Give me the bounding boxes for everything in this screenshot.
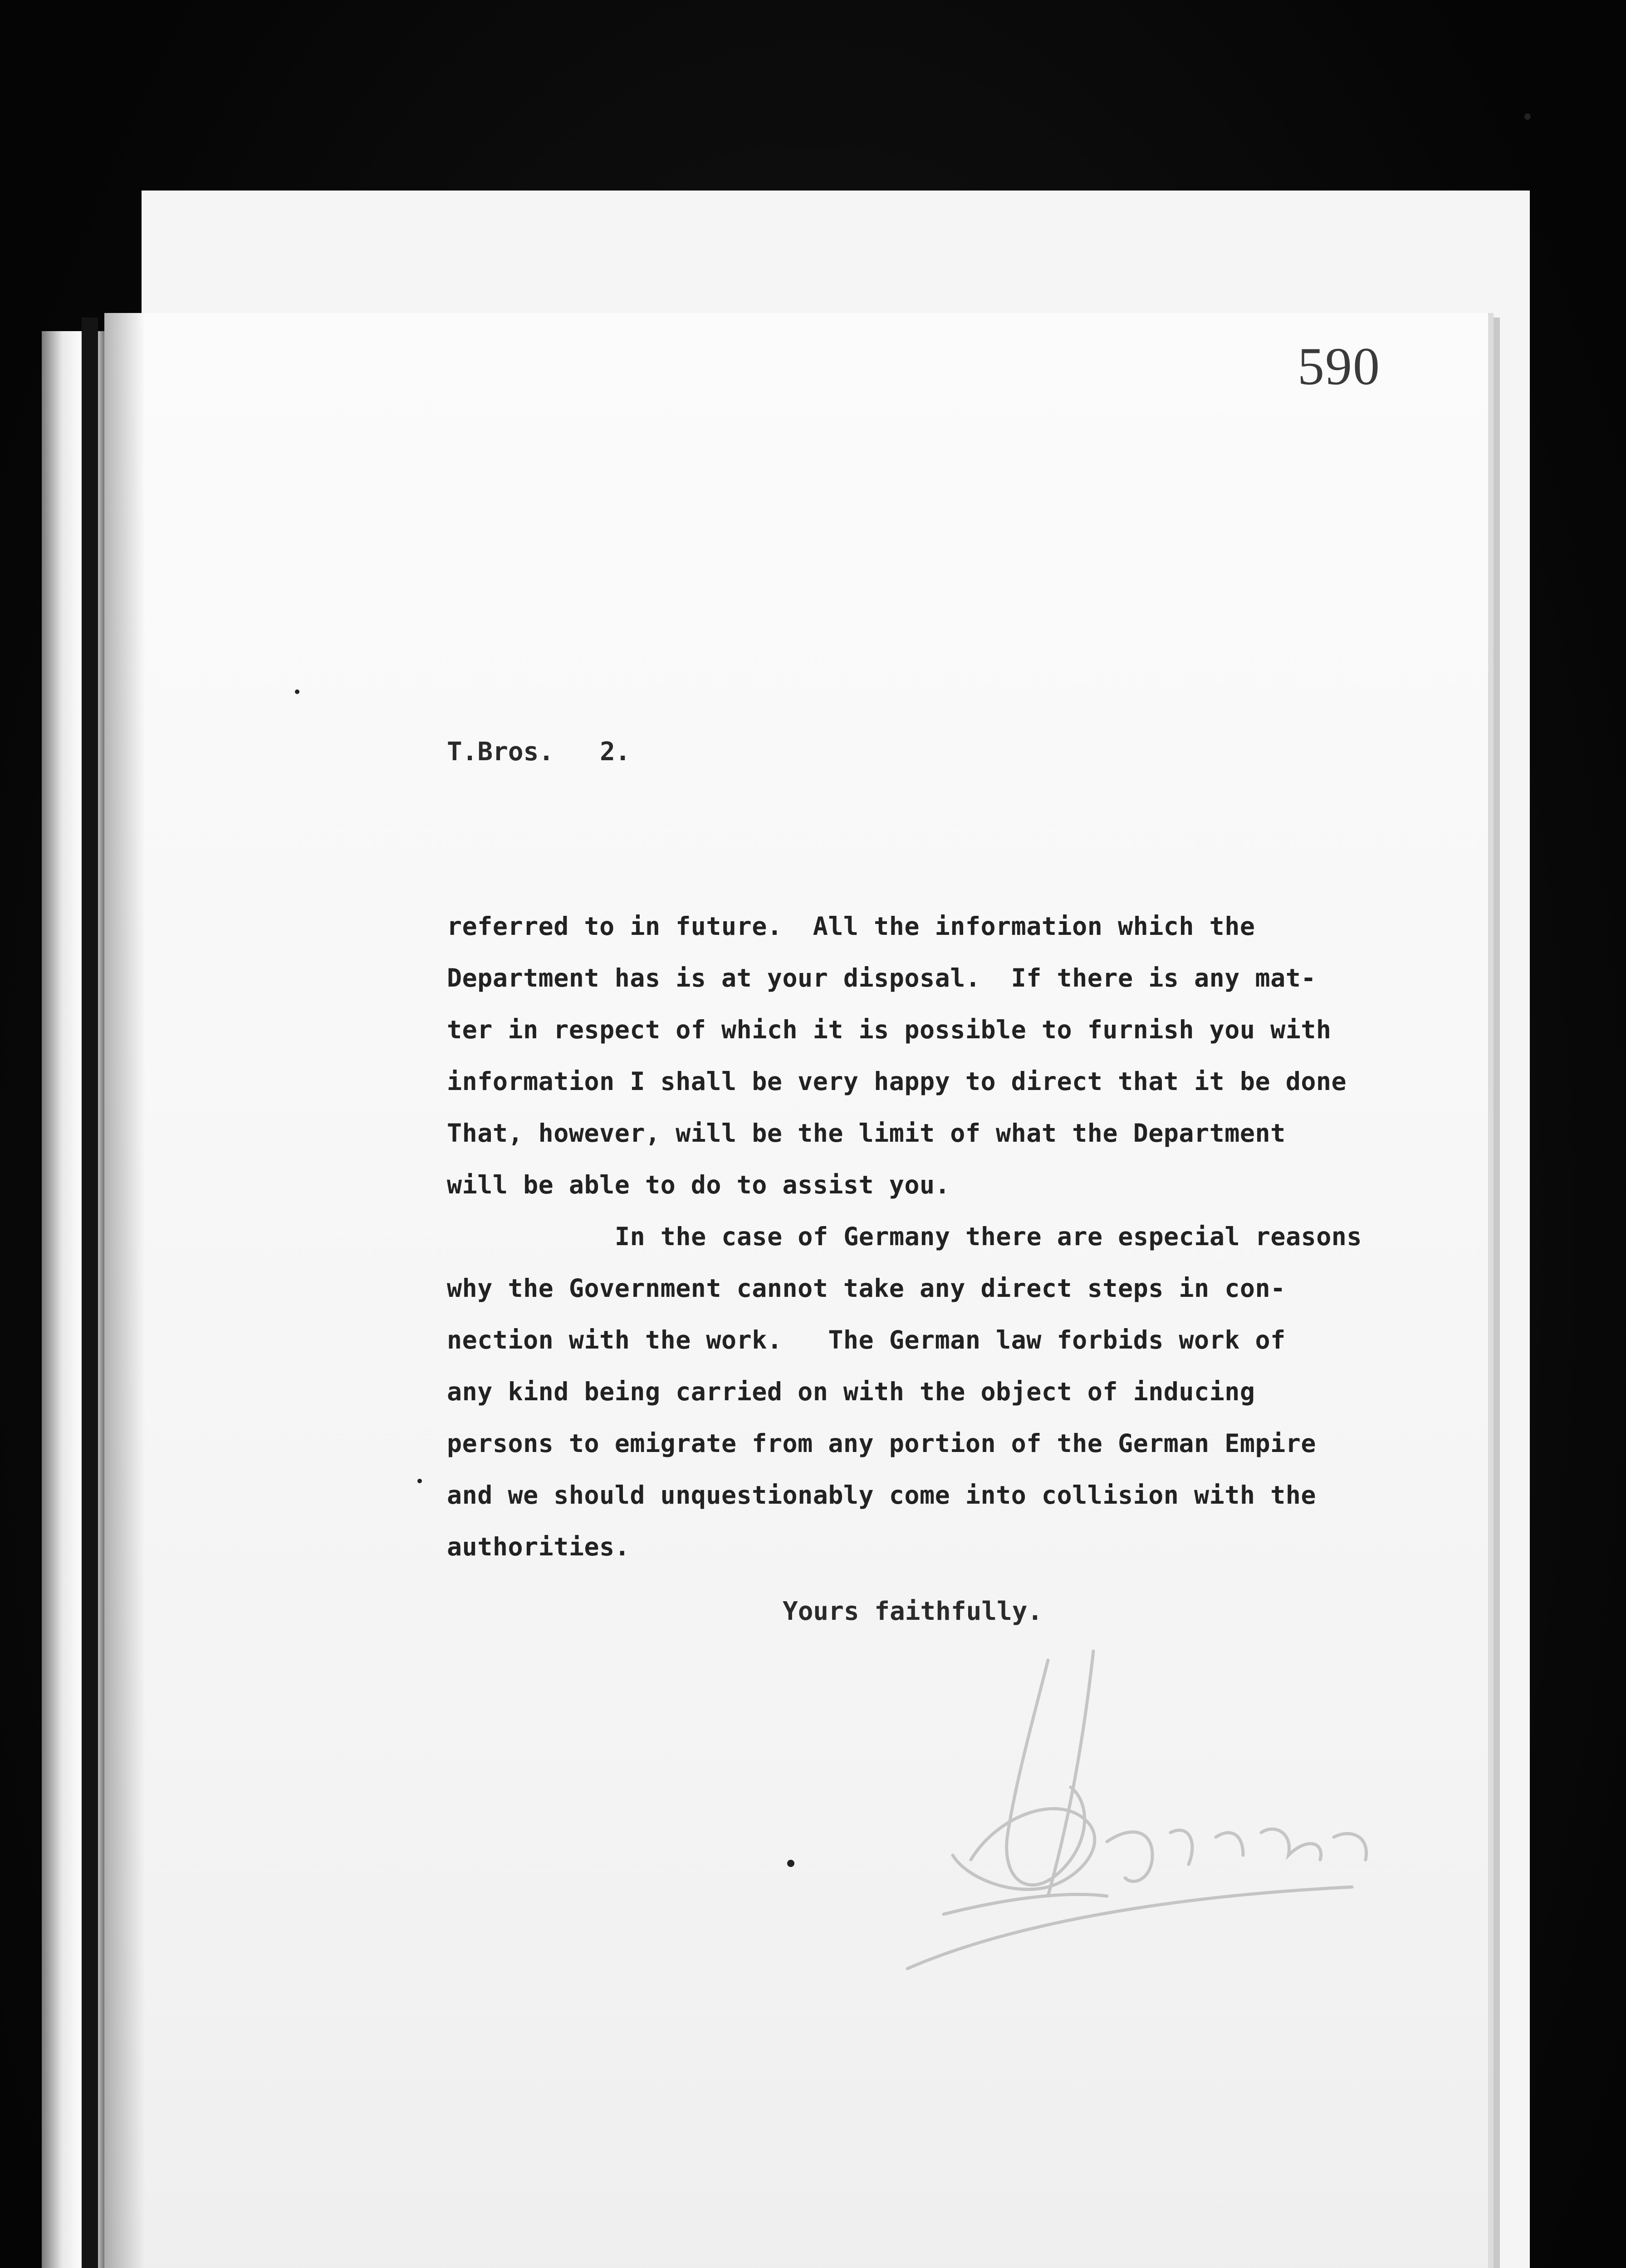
text-line: referred to in future. All the information which the xyxy=(447,912,1255,941)
text-line: and we should unquestionably come into collision with the xyxy=(447,1481,1316,1510)
film-speck xyxy=(417,1479,422,1483)
page-number: 590 xyxy=(1298,337,1381,396)
paragraph-1 xyxy=(447,900,1445,1211)
closing-salutation: Yours faithfully. xyxy=(783,1597,1043,1626)
text-line: persons to emigrate from any portion of the German Empire xyxy=(447,1429,1316,1458)
binding-spine-edge xyxy=(82,318,98,2268)
text-line: information I shall be very happy to direct that it be done xyxy=(447,1067,1347,1096)
page-shadow xyxy=(104,313,145,2268)
film-speck xyxy=(1524,113,1531,120)
film-speck xyxy=(295,689,299,694)
text-line: In the case of Germany there are especial reasons xyxy=(615,1222,1362,1251)
text-line: Department has is at your disposal. If there is any mat- xyxy=(447,963,1316,992)
text-line: will be able to do to assist you. xyxy=(447,1170,950,1199)
text-line: That, however, will be the limit of what the Department xyxy=(447,1119,1286,1148)
text-line: why the Government cannot take any direct steps in con- xyxy=(447,1274,1286,1303)
binding-spine xyxy=(42,331,110,2268)
text-line: nection with the work. The German law forbids work of xyxy=(447,1325,1286,1354)
letter-body xyxy=(447,900,1445,1573)
text-line: authorities. xyxy=(447,1532,630,1561)
text-line: ter in respect of which it is possible to furnish you with xyxy=(447,1015,1332,1044)
handwritten-signature xyxy=(898,1642,1425,1987)
text-line: any kind being carried on with the object of inducing xyxy=(447,1377,1255,1406)
paragraph-2 xyxy=(447,1211,1445,1573)
film-speck xyxy=(787,1860,794,1867)
letter-header: T.Bros. 2. xyxy=(447,737,631,767)
